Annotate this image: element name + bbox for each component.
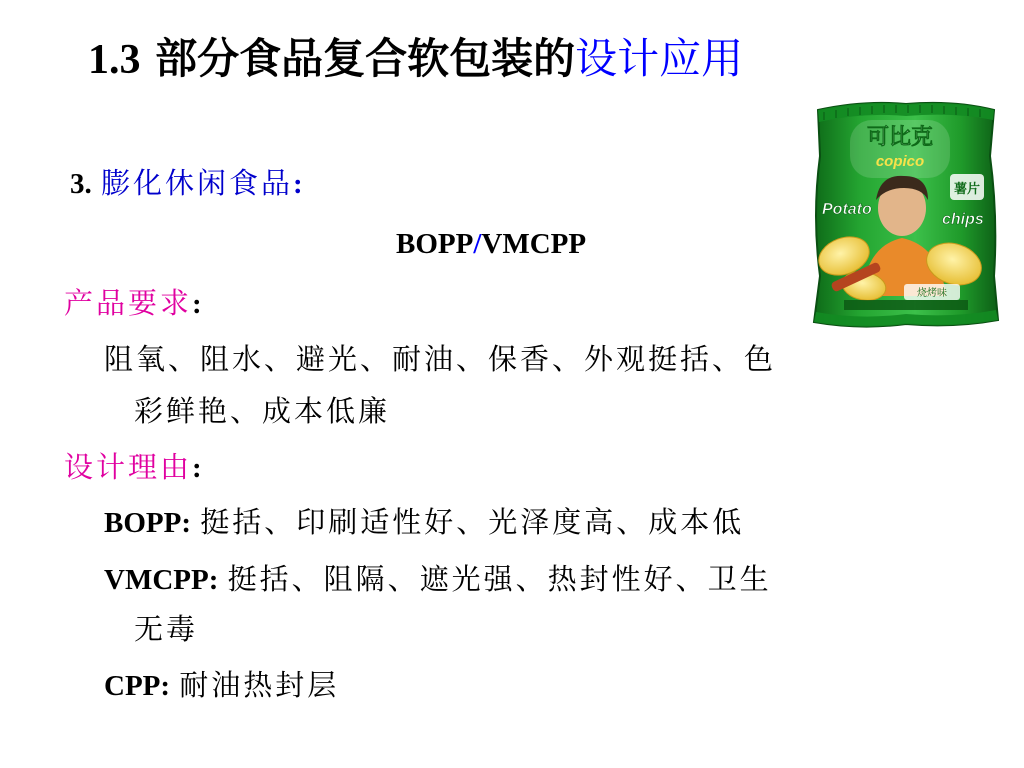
reason-item (104, 562, 772, 598)
structure-slash: / (473, 228, 482, 260)
brand-en-text: copico (875, 153, 925, 170)
brand-cn-text: 可比克 (866, 125, 934, 150)
requirements-label-line (64, 286, 202, 322)
structure-line (396, 226, 586, 262)
reason-material: BOPP (104, 507, 182, 539)
reasons-colon: : (192, 452, 202, 484)
slide-title (88, 36, 743, 83)
reason-text-continued: 无毒 (134, 612, 199, 646)
reason-item (104, 668, 339, 704)
section-heading (70, 166, 303, 202)
section-title: 膨化休闲食品 (100, 166, 293, 200)
reason-item (104, 505, 744, 541)
reason-material: VMCPP (104, 564, 209, 596)
chips-bag-svg (804, 96, 1008, 332)
word-chips: chips (942, 211, 984, 228)
section-colon: : (292, 168, 303, 200)
requirements-line-2: 彩鲜艳、成本低廉 (134, 394, 391, 428)
reasons-label: 设计理由 (64, 450, 193, 484)
bottom-strip (844, 300, 968, 310)
title-text: 部分食品复合软包装的 (155, 34, 576, 83)
svg-text:薯片: 薯片 (953, 182, 981, 197)
reason-material: CPP (104, 670, 161, 702)
word-potato: Potato (822, 201, 872, 218)
requirements-colon: : (192, 288, 202, 320)
structure-layer2: VMCPP (481, 228, 587, 260)
reason-separator: : (160, 670, 171, 702)
svg-text:烧烤味: 烧烤味 (917, 288, 947, 299)
section-number: 3. (70, 168, 92, 200)
requirements-line-1: 阻氧、阻水、避光、耐油、保香、外观挺括、色 (104, 342, 777, 376)
reason-separator: : (181, 507, 192, 539)
structure-layer1: BOPP (396, 228, 474, 260)
reasons-label-line (64, 450, 202, 486)
reason-text: 挺括、阻隔、遮光强、热封性好、卫生 (227, 562, 772, 596)
reason-text: 挺括、印刷适性好、光泽度高、成本低 (200, 505, 745, 539)
requirements-label: 产品要求 (64, 286, 193, 320)
chips-bag-image (804, 96, 1008, 332)
reason-text: 耐油热封层 (179, 668, 340, 702)
title-number: 1.3 (88, 37, 141, 83)
title-highlight: 设计应用 (575, 34, 744, 83)
reason-separator: : (208, 564, 219, 596)
